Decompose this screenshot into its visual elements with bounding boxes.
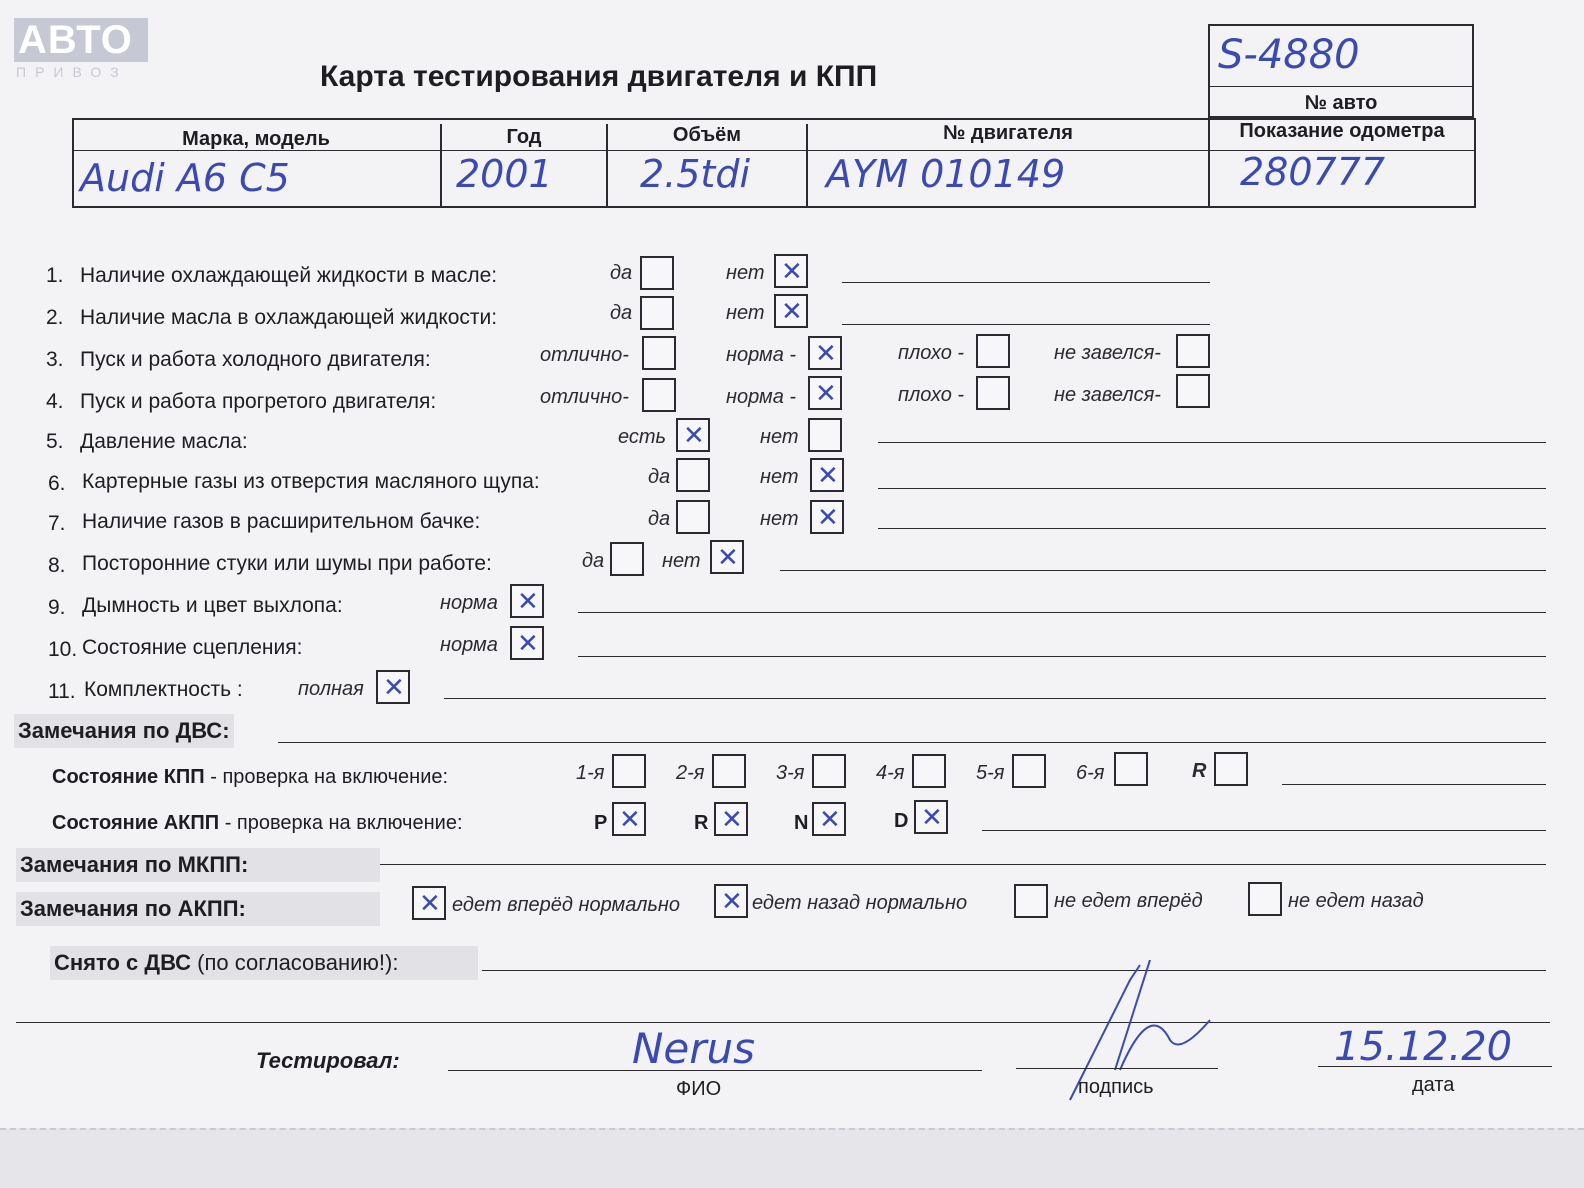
item-8-option-1-checkbox[interactable] — [610, 542, 644, 576]
item-6-option-1-checkbox[interactable] — [676, 458, 710, 492]
item-9-number: 9. — [48, 596, 66, 619]
tester-name-value: Nerus — [632, 1024, 756, 1073]
item-6-option-1-label: да — [648, 466, 671, 488]
removed-from-dvs-line — [482, 970, 1546, 971]
item-5-notes-line — [878, 442, 1546, 443]
date-value: 15.12.20 — [1334, 1024, 1513, 1070]
kpp-gear-1-label: 1-я — [576, 762, 605, 784]
auto-number-label: № авто — [1304, 92, 1378, 114]
volume-value: 2.5tdi — [640, 152, 751, 196]
item-3-option-2-checkbox[interactable] — [808, 336, 842, 370]
kpp-gear-5-label: 5-я — [976, 762, 1005, 784]
remarks-mkpp-line — [380, 864, 1546, 865]
item-2-option-2-label: нет — [726, 302, 765, 324]
kpp-gear-1-checkbox[interactable] — [612, 754, 646, 788]
akpp-mode-p-checkbox[interactable] — [612, 802, 646, 836]
akpp-mode-d-checkbox[interactable] — [914, 800, 948, 834]
item-4-option-3-label: плохо - — [898, 384, 965, 406]
item-8-option-2-checkbox[interactable] — [710, 540, 744, 574]
akpp-no-forward-checkbox[interactable] — [1014, 884, 1048, 918]
remarks-mkpp-label: Замечания по МКПП: — [16, 848, 380, 882]
item-7-option-1-checkbox[interactable] — [676, 500, 710, 534]
kpp-gear-5-checkbox[interactable] — [1012, 754, 1046, 788]
item-7-option-1-label: да — [648, 508, 671, 530]
item-8-number: 8. — [48, 554, 66, 577]
item-6-option-2-label: нет — [760, 466, 799, 488]
date-line — [1318, 1066, 1552, 1067]
item-7-option-2-checkbox[interactable] — [810, 500, 844, 534]
item-4-option-1-label: отлично- — [540, 386, 629, 408]
item-1-option-1-checkbox[interactable] — [640, 256, 674, 290]
divider-line — [16, 1022, 1550, 1023]
item-4-label: Пуск и работа прогретого двигателя: — [80, 390, 437, 413]
item-3-option-4-checkbox[interactable] — [1176, 334, 1210, 368]
akpp-check-label-rest: - проверка на включение: — [219, 812, 463, 834]
akpp-mode-d-label: D — [894, 810, 909, 832]
akpp-backward-normal-checkbox[interactable] — [714, 884, 748, 918]
item-3-option-4-label: не завелся- — [1054, 342, 1161, 364]
item-8-label: Посторонние стуки или шумы при работе: — [82, 552, 492, 575]
item-5-number: 5. — [46, 430, 64, 453]
item-1-notes-line — [842, 282, 1210, 283]
item-3-option-3-label: плохо - — [898, 342, 965, 364]
item-11-notes-line — [444, 698, 1546, 699]
item-1-option-1-label: да — [610, 262, 633, 284]
item-6-notes-line — [878, 488, 1546, 489]
akpp-mode-p-label: P — [594, 812, 608, 834]
kpp-gear-2-checkbox[interactable] — [712, 754, 746, 788]
removed-from-dvs-label — [50, 946, 478, 980]
item-8-option-2-label: нет — [662, 550, 701, 572]
item-11-option-1-label: полная — [298, 678, 364, 700]
item-4-number: 4. — [46, 390, 64, 413]
akpp-mode-r-label: R — [694, 812, 709, 834]
kpp-gear-3-label: 3-я — [776, 762, 805, 784]
item-3-option-2-label: норма - — [726, 344, 797, 366]
akpp-mode-r-checkbox[interactable] — [714, 802, 748, 836]
item-5-option-1-label: есть — [618, 426, 667, 448]
odometer-value: 280777 — [1240, 150, 1386, 194]
akpp-no-backward-label: не едет назад — [1288, 890, 1424, 912]
kpp-gear-6-label: 6-я — [1076, 762, 1105, 784]
item-6-number: 6. — [48, 472, 66, 495]
tested-by-label: Тестировал: — [256, 1048, 400, 1073]
signature-caption: подпись — [1078, 1076, 1154, 1098]
item-11-label: Комплектность : — [84, 678, 243, 701]
column-header-odometer: Показание одометра — [1239, 120, 1445, 142]
item-4-option-3-checkbox[interactable] — [976, 376, 1010, 410]
akpp-mode-n-checkbox[interactable] — [812, 802, 846, 836]
akpp-forward-normal-label: едет вперёд нормально — [452, 894, 681, 916]
item-1-number: 1. — [46, 264, 64, 287]
item-6-option-2-checkbox[interactable] — [810, 458, 844, 492]
kpp-gear-3-checkbox[interactable] — [812, 754, 846, 788]
item-9-option-1-label: норма — [440, 592, 498, 614]
item-3-number: 3. — [46, 348, 64, 371]
auto-number-value: S-4880 — [1218, 32, 1360, 78]
remarks-dvs-line — [278, 742, 1546, 743]
akpp-backward-normal-label: едет назад нормально — [752, 892, 968, 914]
column-header-model: Марка, модель — [182, 128, 330, 150]
item-9-notes-line — [578, 612, 1546, 613]
item-7-notes-line — [878, 528, 1546, 529]
item-3-option-3-checkbox[interactable] — [976, 334, 1010, 368]
item-10-option-1-checkbox[interactable] — [510, 626, 544, 660]
item-9-label: Дымность и цвет выхлопа: — [82, 594, 343, 617]
item-1-label: Наличие охлаждающей жидкости в масле: — [80, 264, 498, 287]
item-10-option-1-label: норма — [440, 634, 498, 656]
item-2-option-2-checkbox[interactable] — [774, 294, 808, 328]
item-5-option-1-checkbox[interactable] — [676, 418, 710, 452]
item-5-option-2-label: нет — [760, 426, 799, 448]
column-header-year: Год — [506, 126, 542, 148]
akpp-no-backward-checkbox[interactable] — [1248, 882, 1282, 916]
item-3-label: Пуск и работа холодного двигателя: — [80, 348, 431, 371]
akpp-no-forward-label: не едет вперёд — [1054, 890, 1203, 912]
kpp-check-label — [52, 766, 448, 789]
document-title: Карта тестирования двигателя и КПП — [320, 60, 878, 93]
item-4-option-4-label: не завелся- — [1054, 384, 1161, 406]
kpp-gear-4-label: 4-я — [876, 762, 905, 784]
kpp-notes-line — [1282, 784, 1546, 785]
remarks-dvs-label: Замечания по ДВС: — [14, 714, 234, 748]
signature-line — [1016, 1068, 1218, 1069]
item-8-notes-line — [780, 570, 1546, 571]
item-9-option-1-checkbox[interactable] — [510, 584, 544, 618]
kpp-check-label-rest: - проверка на включение: — [204, 766, 449, 788]
removed-from-dvs-rest: (по согласованию!): — [191, 950, 399, 975]
akpp-forward-normal-checkbox[interactable] — [412, 886, 446, 920]
column-header-volume: Объём — [672, 124, 742, 146]
item-11-option-1-checkbox[interactable] — [376, 670, 410, 704]
item-7-option-2-label: нет — [760, 508, 799, 530]
item-10-label: Состояние сцепления: — [82, 636, 303, 659]
kpp-gear-4-checkbox[interactable] — [912, 754, 946, 788]
date-caption: дата — [1412, 1074, 1455, 1096]
fio-line — [448, 1070, 982, 1071]
item-2-label: Наличие масла в охлаждающей жидкости: — [80, 306, 498, 329]
kpp-gear-r-label: R — [1192, 760, 1207, 782]
item-5-label: Давление масла: — [80, 430, 248, 453]
item-5-option-2-checkbox[interactable] — [808, 418, 842, 452]
company-logo: АВТО — [14, 18, 148, 62]
kpp-gear-6-checkbox[interactable] — [1114, 752, 1148, 786]
removed-from-dvs-bold: Снято с ДВС — [54, 950, 192, 975]
year-value: 2001 — [456, 152, 553, 196]
akpp-check-label — [52, 812, 463, 835]
fio-caption: ФИО — [676, 1078, 722, 1100]
column-header-engine-number: № двигателя — [943, 122, 1073, 144]
page-bottom-edge — [0, 1128, 1584, 1188]
item-3-option-1-checkbox[interactable] — [642, 336, 676, 370]
item-10-number: 10. — [48, 638, 78, 661]
item-6-label: Картерные газы из отверстия масляного щупа: — [82, 470, 540, 493]
item-2-number: 2. — [46, 306, 64, 329]
item-4-option-2-checkbox[interactable] — [808, 376, 842, 410]
item-3-option-1-label: отлично- — [540, 344, 629, 366]
item-10-notes-line — [578, 656, 1546, 657]
kpp-gear-r-checkbox[interactable] — [1214, 752, 1248, 786]
item-1-option-2-label: нет — [726, 262, 765, 284]
item-2-option-1-label: да — [610, 302, 633, 324]
item-7-number: 7. — [48, 512, 66, 535]
engine-number-value: AYM 010149 — [826, 152, 1066, 196]
item-11-number: 11. — [48, 680, 76, 703]
item-1-option-2-checkbox[interactable] — [774, 254, 808, 288]
model-value: Audi A6 C5 — [80, 156, 290, 200]
item-7-label: Наличие газов в расширительном бачке: — [82, 510, 481, 533]
company-logo-subtitle: ПРИВОЗ — [16, 64, 128, 80]
item-8-option-1-label: да — [582, 550, 605, 572]
remarks-akpp-label: Замечания по АКПП: — [16, 892, 380, 926]
akpp-notes-line — [982, 830, 1546, 831]
item-2-option-1-checkbox[interactable] — [640, 296, 674, 330]
kpp-check-label-bold: Состояние КПП — [52, 766, 205, 788]
akpp-mode-n-label: N — [794, 812, 809, 834]
item-4-option-1-checkbox[interactable] — [642, 378, 676, 412]
item-4-option-4-checkbox[interactable] — [1176, 374, 1210, 408]
item-4-option-2-label: норма - — [726, 386, 797, 408]
item-2-notes-line — [842, 324, 1210, 325]
kpp-gear-2-label: 2-я — [676, 762, 705, 784]
akpp-check-label-bold: Состояние АКПП — [52, 812, 220, 834]
